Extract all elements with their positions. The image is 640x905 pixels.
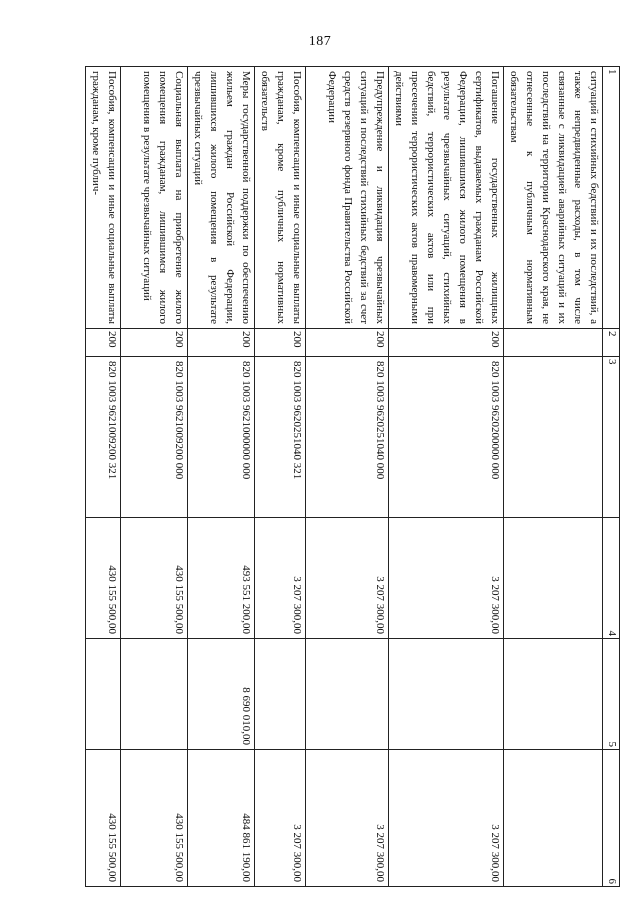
header-col-6: 6 xyxy=(603,750,620,887)
cell-name: ситуаций и стихийных бедствий и их последствий, а также непредвиденные расходы, в том числе связанные с ликвидацией аварийных ситуаций и их последствий на территории Краснодарского края, не отнесенные к публичным нормативным обязательствам xyxy=(504,67,603,329)
table-row xyxy=(306,67,389,887)
cell-code: 200 xyxy=(255,329,306,357)
cell-kbk: 820 1003 9620251040 000 xyxy=(306,357,389,518)
cell-amount-6 xyxy=(504,750,603,887)
table-row xyxy=(255,67,306,887)
cell-amount-5 xyxy=(389,639,504,750)
table-row xyxy=(121,67,188,887)
cell-amount-6: 3 207 300,00 xyxy=(255,750,306,887)
header-col-3: 3 xyxy=(603,357,620,518)
cell-name: Погашение государственных жилищных сертификатов, выдаваемых гражданам Российской Федерации, лишившимся жилого помещения в результате чрезвычайных ситуаций, стихийных бедствий, террористических актов или при пресечении террористических актов правомерными действиями xyxy=(389,67,504,329)
cell-code xyxy=(504,329,603,357)
page-number: 187 xyxy=(308,34,332,49)
header-col-5: 5 xyxy=(603,639,620,750)
cell-amount-4: 430 155 500,00 xyxy=(86,518,121,639)
cell-name: Пособия, компенсации и иные социальные выплаты гражданам, кроме публичных нормативных обязательств xyxy=(255,67,306,329)
cell-amount-4: 3 207 300,00 xyxy=(255,518,306,639)
cell-amount-5 xyxy=(255,639,306,750)
cell-name: Пособия, компенсации и иные социальные выплаты гражданам, кроме публич- xyxy=(86,67,121,329)
table-row xyxy=(389,67,504,887)
budget-table xyxy=(85,66,620,887)
cell-amount-4: 3 207 300,00 xyxy=(306,518,389,639)
table-row xyxy=(188,67,255,887)
cell-amount-4: 430 155 500,00 xyxy=(121,518,188,639)
cell-amount-4: 493 551 200,00 xyxy=(188,518,255,639)
cell-name: Меры государственной поддержки по обеспечению жильем граждан Российской Федерации, лишившихся жилого помещения в результате чрезвычайных ситуаций xyxy=(188,67,255,329)
cell-name: Предупреждение и ликвидация чрезвычайных ситуаций и последствий стихийных бедствий за счет средств резервного фонда Правительства Российской Федерации xyxy=(306,67,389,329)
cell-kbk: 820 1003 9621009200 321 xyxy=(86,357,121,518)
header-col-2: 2 xyxy=(603,329,620,357)
cell-kbk xyxy=(504,357,603,518)
cell-kbk: 820 1003 9620200000 000 xyxy=(389,357,504,518)
cell-amount-5 xyxy=(306,639,389,750)
cell-code: 200 xyxy=(306,329,389,357)
cell-amount-6: 430 155 500,00 xyxy=(86,750,121,887)
table-header-row xyxy=(603,67,620,887)
cell-kbk: 820 1003 9620251040 321 xyxy=(255,357,306,518)
cell-amount-4 xyxy=(504,518,603,639)
cell-amount-5 xyxy=(121,639,188,750)
cell-kbk: 820 1003 9621000000 000 xyxy=(188,357,255,518)
cell-name: Социальная выплата на приобретение жилого помещения гражданам, лишившимся жилого помещения в результате чрезвычайных ситуаций xyxy=(121,67,188,329)
table-row xyxy=(504,67,603,887)
cell-amount-6: 3 207 300,00 xyxy=(389,750,504,887)
cell-kbk: 820 1003 9621009200 000 xyxy=(121,357,188,518)
cell-code: 200 xyxy=(188,329,255,357)
cell-amount-5 xyxy=(504,639,603,750)
rotated-table-container xyxy=(90,66,620,884)
cell-amount-6: 3 207 300,00 xyxy=(306,750,389,887)
cell-amount-6: 430 155 500,00 xyxy=(121,750,188,887)
cell-amount-4: 3 207 300,00 xyxy=(389,518,504,639)
cell-code: 200 xyxy=(121,329,188,357)
header-col-1: 1 xyxy=(603,67,620,329)
cell-amount-6: 484 861 190,00 xyxy=(188,750,255,887)
cell-amount-5: 8 690 010,00 xyxy=(188,639,255,750)
cell-amount-5 xyxy=(86,639,121,750)
cell-code: 200 xyxy=(86,329,121,357)
table-row xyxy=(86,67,121,887)
cell-code: 200 xyxy=(389,329,504,357)
header-col-4: 4 xyxy=(603,518,620,639)
